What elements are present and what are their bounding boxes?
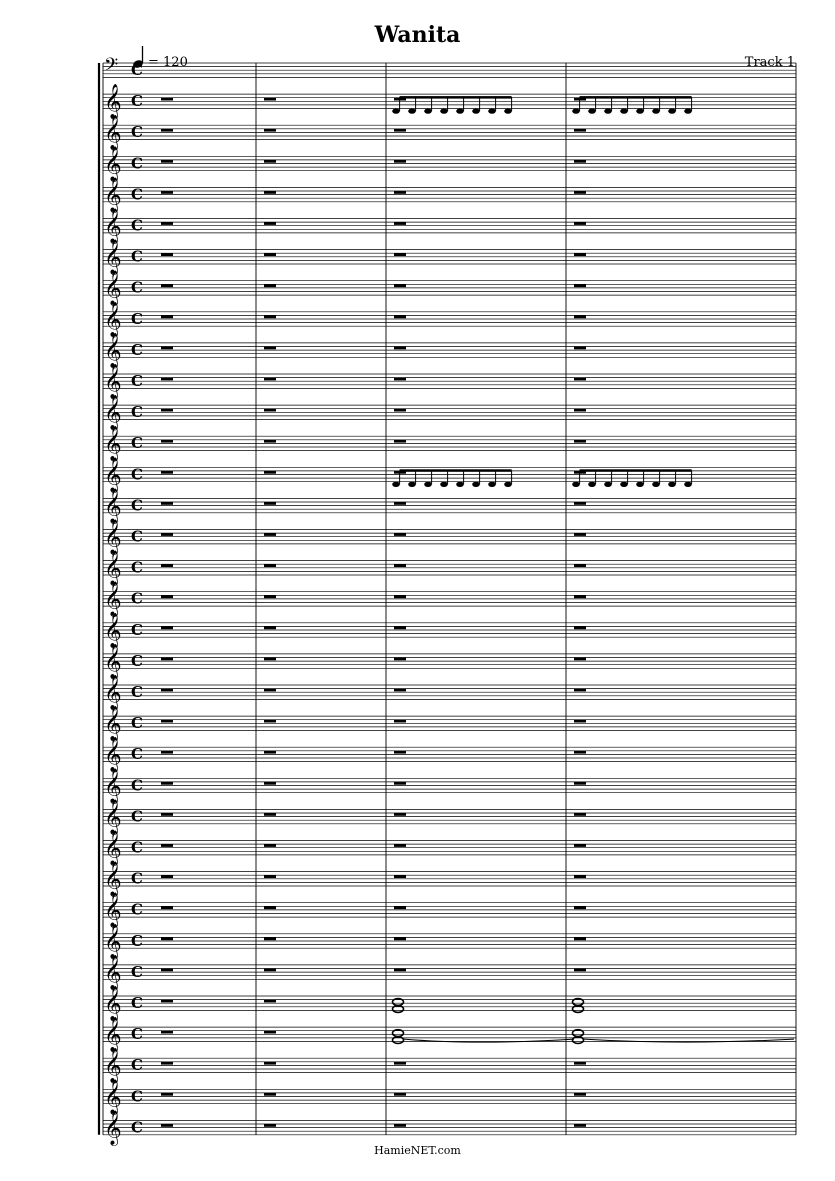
whole-rest xyxy=(394,191,406,194)
time-signature: C xyxy=(131,900,143,919)
treble-clef-icon: 𝄞 xyxy=(104,923,122,959)
whole-rest xyxy=(161,813,173,816)
time-signature: C xyxy=(131,994,143,1012)
bass-clef-icon: 𝄢 xyxy=(104,55,119,80)
whole-rest xyxy=(264,471,276,474)
whole-rest xyxy=(264,378,276,381)
whole-rest xyxy=(394,1124,406,1127)
whole-rest xyxy=(161,378,173,381)
whole-rest xyxy=(574,782,586,785)
time-signature: C xyxy=(131,185,143,204)
note-head xyxy=(668,482,676,487)
note-head xyxy=(572,108,580,113)
whole-rest xyxy=(264,937,276,940)
treble-clef-icon: 𝄞 xyxy=(104,519,122,555)
whole-rest xyxy=(574,160,586,163)
note-head xyxy=(620,482,628,487)
whole-rest xyxy=(574,937,586,940)
note-head xyxy=(424,482,432,487)
whole-rest xyxy=(574,658,586,661)
whole-rest xyxy=(264,1062,276,1065)
note-head xyxy=(488,482,496,487)
treble-clef-icon: 𝄞 xyxy=(104,861,122,897)
time-signature: C xyxy=(131,465,143,484)
whole-rest xyxy=(161,937,173,940)
whole-rest xyxy=(394,160,406,163)
note-head xyxy=(668,108,676,113)
whole-rest xyxy=(574,129,586,132)
treble-clef-icon: 𝄞 xyxy=(104,581,122,617)
whole-rest xyxy=(264,595,276,598)
note-head xyxy=(636,108,644,113)
note-head xyxy=(392,108,400,113)
treble-clef-icon: 𝄞 xyxy=(104,84,122,120)
whole-rest xyxy=(264,626,276,629)
note-head xyxy=(684,108,692,113)
whole-rest xyxy=(264,813,276,816)
note-head xyxy=(652,482,660,487)
time-signature: C xyxy=(131,714,143,733)
whole-rest xyxy=(161,191,173,194)
note-head xyxy=(488,108,496,113)
time-signature: C xyxy=(131,61,143,79)
time-signatures xyxy=(131,61,143,1136)
whole-rest xyxy=(394,782,406,785)
time-signature: C xyxy=(131,931,143,950)
note-head xyxy=(620,108,628,113)
treble-clef-icon: 𝄞 xyxy=(104,1017,122,1053)
whole-rest xyxy=(161,720,173,723)
whole-rest xyxy=(161,160,173,163)
treble-clef-icon: 𝄞 xyxy=(104,115,122,151)
whole-rest xyxy=(394,813,406,816)
whole-rest xyxy=(264,1093,276,1096)
note-head xyxy=(408,482,416,487)
treble-clef-icon: 𝄞 xyxy=(104,208,122,244)
score-title: Wanita xyxy=(374,22,461,48)
treble-clef-icon: 𝄞 xyxy=(104,270,122,306)
note-beam xyxy=(400,96,512,99)
time-signature: C xyxy=(131,496,143,515)
time-signature: C xyxy=(131,278,143,297)
time-signature: C xyxy=(131,434,143,453)
whole-rest xyxy=(394,347,406,350)
whole-rest xyxy=(394,844,406,847)
whole-rest xyxy=(574,906,586,909)
whole-rest xyxy=(394,440,406,443)
whole-rest xyxy=(264,129,276,132)
time-signature: C xyxy=(131,154,143,173)
time-signature: C xyxy=(131,869,143,888)
whole-rest xyxy=(574,315,586,318)
whole-rest xyxy=(161,440,173,443)
whole-rest xyxy=(574,689,586,692)
whole-rest xyxy=(574,751,586,754)
whole-rest xyxy=(161,129,173,132)
tempo-value: = 120 xyxy=(148,55,188,70)
time-signature: C xyxy=(131,247,143,266)
whole-rest xyxy=(161,626,173,629)
whole-rest xyxy=(574,1093,586,1096)
whole-rest xyxy=(574,875,586,878)
time-signature: C xyxy=(131,1087,143,1106)
note-head xyxy=(636,482,644,487)
whole-rest xyxy=(264,98,276,101)
note-head xyxy=(604,482,612,487)
note-beam xyxy=(580,469,692,472)
whole-rest xyxy=(574,502,586,505)
time-signature: C xyxy=(131,683,143,701)
whole-rest xyxy=(394,689,406,692)
treble-clef-icon: 𝄞 xyxy=(104,768,122,804)
whole-rest xyxy=(264,533,276,536)
whole-rest xyxy=(264,564,276,567)
time-signature: C xyxy=(131,123,143,142)
whole-rest xyxy=(161,409,173,412)
whole-rest xyxy=(161,315,173,318)
note-beam xyxy=(580,96,692,99)
whole-rest xyxy=(394,222,406,225)
whole-rest xyxy=(161,98,173,101)
whole-rest xyxy=(574,409,586,412)
treble-clef-icon: 𝄞 xyxy=(104,1110,122,1146)
whole-rest xyxy=(264,875,276,878)
whole-rest xyxy=(394,129,406,132)
time-signature: C xyxy=(131,92,143,111)
whole-rest xyxy=(394,937,406,940)
whole-rest xyxy=(394,1062,406,1065)
treble-clef-icon: 𝄞 xyxy=(104,301,122,337)
whole-rest xyxy=(264,440,276,443)
time-signature: C xyxy=(131,962,143,981)
clefs xyxy=(104,55,122,1146)
whole-rest xyxy=(264,720,276,723)
treble-clef-icon: 𝄞 xyxy=(104,954,122,990)
time-signature: C xyxy=(131,589,143,608)
note-head xyxy=(456,482,464,487)
whole-rest xyxy=(264,1031,276,1034)
note-head xyxy=(604,108,612,113)
whole-rest xyxy=(264,315,276,318)
whole-rest xyxy=(574,222,586,225)
whole-rest xyxy=(264,782,276,785)
whole-rest xyxy=(264,502,276,505)
treble-clef-icon: 𝄞 xyxy=(104,177,122,213)
whole-rest xyxy=(161,1062,173,1065)
note-head xyxy=(440,482,448,487)
note-head xyxy=(440,108,448,113)
whole-rest xyxy=(161,1031,173,1034)
whole-rest xyxy=(574,1062,586,1065)
time-signature: C xyxy=(131,838,143,857)
note-beam xyxy=(400,469,512,472)
treble-clef-icon: 𝄞 xyxy=(104,457,122,493)
note-head xyxy=(652,108,660,113)
time-signature: C xyxy=(131,558,143,577)
whole-rest xyxy=(394,284,406,287)
whole-rest xyxy=(394,253,406,256)
whole-rest xyxy=(161,782,173,785)
whole-rest xyxy=(394,502,406,505)
whole-rest xyxy=(574,626,586,629)
whole-rest xyxy=(574,844,586,847)
whole-rest xyxy=(264,751,276,754)
note-head xyxy=(472,482,480,487)
whole-rest xyxy=(394,626,406,629)
note-head xyxy=(684,482,692,487)
whole-rest xyxy=(574,253,586,256)
whole-rest xyxy=(161,689,173,692)
treble-clef-icon: 𝄞 xyxy=(104,799,122,835)
treble-clef-icon: 𝄞 xyxy=(104,395,122,431)
treble-clef-icon: 𝄞 xyxy=(104,830,122,866)
whole-rest xyxy=(264,1000,276,1003)
whole-rest xyxy=(161,906,173,909)
time-signature: C xyxy=(131,1025,143,1044)
staff-lines xyxy=(103,63,796,1135)
time-signature: C xyxy=(131,340,143,359)
whole-rest xyxy=(161,284,173,287)
note-head xyxy=(424,108,432,113)
whole-rest xyxy=(161,347,173,350)
note-head xyxy=(504,108,512,113)
whole-rest xyxy=(161,969,173,972)
whole-rest xyxy=(161,1000,173,1003)
whole-rest xyxy=(161,844,173,847)
whole-rest xyxy=(264,969,276,972)
time-signature: C xyxy=(131,527,143,546)
notes xyxy=(392,96,794,1043)
whole-rest xyxy=(264,409,276,412)
whole-rest xyxy=(574,564,586,567)
treble-clef-icon: 𝄞 xyxy=(104,146,122,182)
note-head xyxy=(456,108,464,113)
whole-rest xyxy=(161,471,173,474)
whole-rest xyxy=(394,378,406,381)
whole-rest xyxy=(264,689,276,692)
whole-rest xyxy=(161,502,173,505)
whole-rest xyxy=(161,253,173,256)
whole-rest xyxy=(574,191,586,194)
whole-rest xyxy=(264,191,276,194)
whole-rest xyxy=(161,564,173,567)
treble-clef-icon: 𝄞 xyxy=(104,986,122,1021)
whole-rest xyxy=(161,1124,173,1127)
whole-rest xyxy=(394,533,406,536)
treble-clef-icon: 𝄞 xyxy=(104,706,122,742)
time-signature: C xyxy=(131,372,143,390)
whole-rest xyxy=(574,533,586,536)
treble-clef-icon: 𝄞 xyxy=(104,643,122,679)
treble-clef-icon: 𝄞 xyxy=(104,488,122,524)
whole-rest xyxy=(264,1124,276,1127)
whole-rest xyxy=(394,1093,406,1096)
treble-clef-icon: 𝄞 xyxy=(104,1079,122,1115)
treble-clef-icon: 𝄞 xyxy=(104,612,122,648)
treble-clef-icon: 𝄞 xyxy=(104,364,122,399)
treble-clef-icon: 𝄞 xyxy=(104,1048,122,1084)
whole-rest xyxy=(264,160,276,163)
whole-rest xyxy=(574,347,586,350)
whole-rest xyxy=(394,595,406,598)
time-signature: C xyxy=(131,1118,143,1137)
whole-rest xyxy=(161,222,173,225)
whole-rest xyxy=(574,720,586,723)
time-signature: C xyxy=(131,309,143,328)
note-head xyxy=(588,482,596,487)
footer-watermark: HamieNET.com xyxy=(374,1144,461,1157)
time-signature: C xyxy=(131,216,143,235)
time-signature: C xyxy=(131,807,143,826)
whole-rest xyxy=(394,564,406,567)
whole-rest xyxy=(574,378,586,381)
time-signature: C xyxy=(131,1056,143,1075)
treble-clef-icon: 𝄞 xyxy=(104,550,122,586)
whole-rest xyxy=(394,751,406,754)
note-head xyxy=(588,108,596,113)
whole-rest xyxy=(574,440,586,443)
treble-clef-icon: 𝄞 xyxy=(104,892,122,928)
note-head xyxy=(504,482,512,487)
whole-rest xyxy=(394,409,406,412)
whole-rest xyxy=(394,720,406,723)
whole-rest xyxy=(394,658,406,661)
whole-rest xyxy=(161,751,173,754)
treble-clef-icon: 𝄞 xyxy=(104,239,122,275)
whole-rest xyxy=(161,658,173,661)
whole-rest xyxy=(264,347,276,350)
whole-rest xyxy=(161,875,173,878)
whole-rest xyxy=(574,969,586,972)
whole-rest xyxy=(264,906,276,909)
whole-rest xyxy=(394,875,406,878)
whole-rest xyxy=(394,315,406,318)
whole-rest xyxy=(574,1124,586,1127)
whole-rest xyxy=(264,658,276,661)
whole-rest xyxy=(161,1093,173,1096)
time-signature: C xyxy=(131,651,143,670)
treble-clef-icon: 𝄞 xyxy=(104,737,122,773)
whole-rest xyxy=(574,284,586,287)
whole-rest xyxy=(574,595,586,598)
whole-rest xyxy=(264,284,276,287)
note-head xyxy=(472,108,480,113)
treble-clef-icon: 𝄞 xyxy=(104,332,122,368)
whole-rest xyxy=(394,906,406,909)
note-head xyxy=(408,108,416,113)
whole-rest xyxy=(574,813,586,816)
whole-rest xyxy=(264,253,276,256)
whole-rest xyxy=(264,222,276,225)
treble-clef-icon: 𝄞 xyxy=(104,426,122,462)
time-signature: C xyxy=(131,403,143,422)
whole-rest xyxy=(161,533,173,536)
note-head xyxy=(572,482,580,487)
whole-rest xyxy=(161,595,173,598)
treble-clef-icon: 𝄞 xyxy=(104,675,122,710)
whole-rest xyxy=(394,969,406,972)
time-signature: C xyxy=(131,776,143,795)
whole-rest xyxy=(264,844,276,847)
track-label: Track 1 xyxy=(744,55,795,70)
time-signature: C xyxy=(131,620,143,639)
time-signature: C xyxy=(131,745,143,764)
note-head xyxy=(392,482,400,487)
